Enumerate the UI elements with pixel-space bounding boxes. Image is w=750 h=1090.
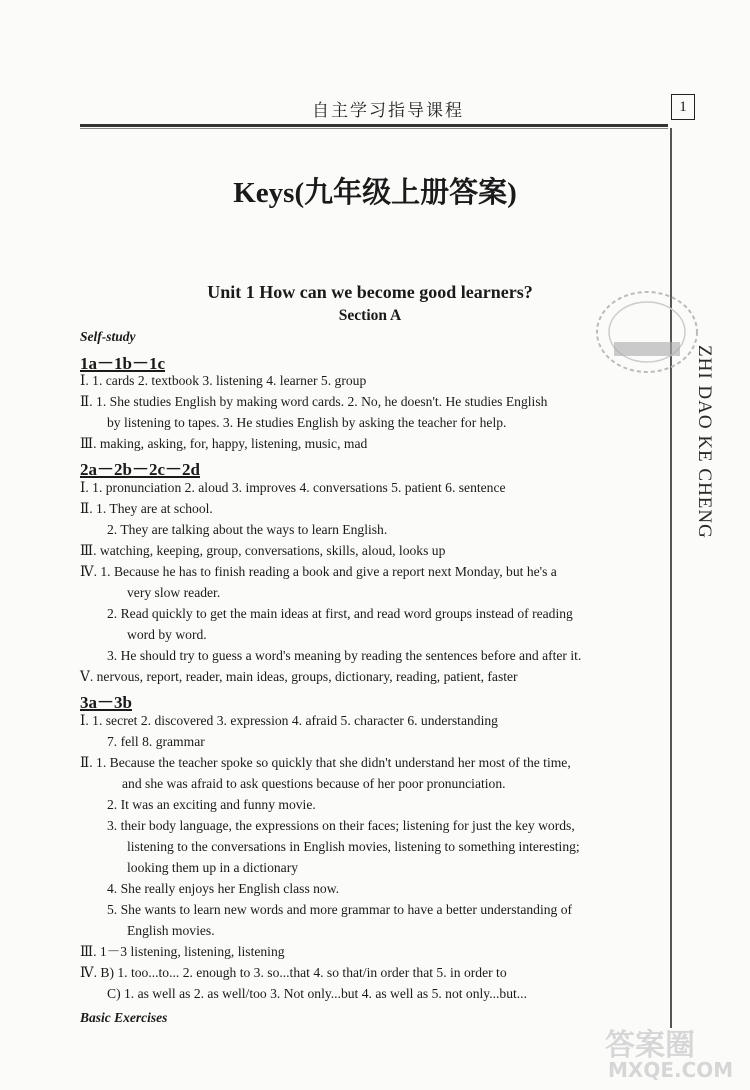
stamp-icon — [592, 282, 702, 382]
answer-line: Ⅲ. 1－3 listening, listening, listening — [80, 944, 285, 959]
header-rule-thin — [80, 128, 668, 129]
document-title: Keys(九年级上册答案) — [233, 177, 517, 209]
answer-line: 4. She really enjoys her English class now. — [107, 881, 340, 896]
answer-line: Ⅰ. 1. pronunciation 2. aloud 3. improves 4. conversations 5. patient 6. sentence — [80, 480, 506, 495]
answer-line: by listening to tapes. 3. He studies English by asking the teacher for help. — [107, 415, 507, 430]
answer-line: Ⅴ. nervous, report, reader, main ideas, groups, dictionary, reading, patient, faster — [80, 669, 518, 684]
answer-line: 3. their body language, the expressions on their faces; listening for just the key words, — [107, 818, 575, 833]
answer-line: Ⅱ. 1. They are at school. — [80, 501, 213, 516]
side-text: ZHI DAO KE CHENG — [694, 345, 715, 539]
section-title: Section A — [338, 307, 402, 324]
watermark-text: 答案圈 — [605, 1028, 695, 1063]
answer-line: Ⅳ. B) 1. too...to... 2. enough to 3. so...that 4. so that/in order that 5. in order to — [80, 965, 507, 980]
answer-line: Ⅲ. making, asking, for, happy, listening, music, mad — [80, 436, 368, 451]
answer-line: and she was afraid to ask questions because of her poor pronunciation. — [122, 776, 506, 791]
answer-line: Ⅳ. 1. Because he has to finish reading a book and give a report next Monday, but he's a — [80, 564, 557, 579]
page-number: 1 — [671, 94, 695, 120]
answer-line: 7. fell 8. grammar — [107, 734, 205, 749]
heading-2a-2b-2c-2d: 2a－2b－2c－2d — [80, 460, 200, 479]
heading-1a-1b-1c: 1a－1b－1c — [80, 354, 165, 373]
basic-exercises-label: Basic Exercises — [80, 1010, 168, 1025]
answer-line: word by word. — [127, 627, 207, 642]
answer-line: Ⅲ. watching, keeping, group, conversations, skills, aloud, looks up — [80, 543, 446, 558]
answer-line: Ⅱ. 1. She studies English by making word cards. 2. No, he doesn't. He studies English — [80, 394, 548, 409]
answer-line: 2. Read quickly to get the main ideas at first, and read word groups instead of reading — [107, 606, 573, 621]
answer-line: C) 1. as well as 2. as well/too 3. Not only...but 4. as well as 5. not only...but... — [107, 986, 527, 1001]
answer-line: 3. He should try to guess a word's meaning by reading the sentences before and after it. — [107, 648, 582, 663]
answer-line: 5. She wants to learn new words and more grammar to have a better understanding of — [107, 902, 573, 917]
answer-line: English movies. — [127, 923, 215, 938]
answer-line: Ⅰ. 1. secret 2. discovered 3. expression 4. afraid 5. character 6. understanding — [80, 713, 498, 728]
answer-line: Ⅱ. 1. Because the teacher spoke so quickly that she didn't understand her most of the time, — [80, 755, 571, 770]
answer-line: listening to the conversations in English movies, listening to something interesting; — [127, 839, 580, 854]
answer-line: looking them up in a dictionary — [127, 860, 299, 875]
heading-3a-3b: 3a－3b — [80, 693, 132, 712]
watermark-url: MXQE.COM — [608, 1058, 734, 1082]
self-study-label: Self-study — [80, 329, 136, 344]
margin-line — [670, 128, 672, 1028]
header-title: 自主学习指导课程 — [312, 101, 464, 121]
answer-line: 2. It was an exciting and funny movie. — [107, 797, 316, 812]
answer-line: very slow reader. — [127, 585, 221, 600]
answer-line: Ⅰ. 1. cards 2. textbook 3. listening 4. learner 5. group — [80, 373, 367, 388]
unit-title: Unit 1 How can we become good learners? — [207, 282, 533, 302]
header-rule — [80, 124, 668, 127]
answer-line: 2. They are talking about the ways to learn English. — [107, 522, 388, 537]
